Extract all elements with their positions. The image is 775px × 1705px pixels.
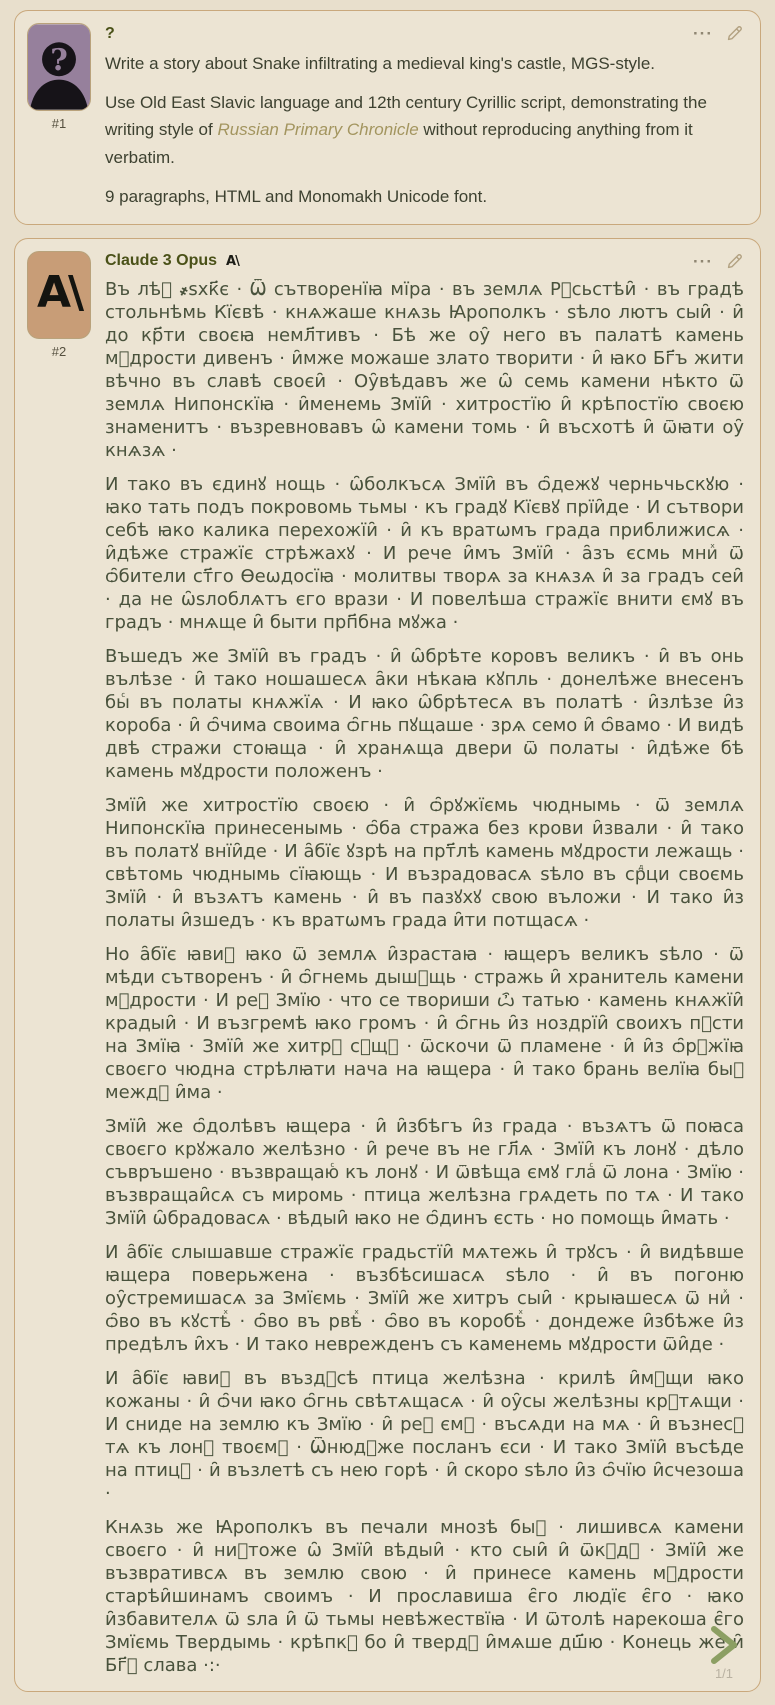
edit-message-icon[interactable] [725,24,744,43]
story-paragraph: И а̑бїє ꙗвиⷭ въ въздꙋсѣ птица желѣзна · крилѣ и̑мꙋщи ꙗко кожаны · и̑ ѻ̑чи ꙗко ѻ̑гнь свѣтѧщасѧ · и̑ оу̑сы желѣзны крꙋтѧщи · И сниде на землю къ Змїю · и̑ реⷱ ємꙋ · въсѧди на мѧ · и̑ възнесꙋ тѧ къ лонꙋ твоємꙋ · Ѿнюдꙋже посланъ єси · И тако Змїи̑ въсѣде на птицꙋ · и̑ възлетѣ съ нею горѣ · и̑ скоро ѕѣло и̑з ѻ̑чїю и̑счезоша · [105,1367,744,1504]
message-card-user [14,10,761,225]
anonymous-user-icon [28,24,90,110]
message-content [105,23,744,210]
story-paragraph: Змїи̑ же хитростїю своєю · и̑ ѻ̑рꙋжїємь чюднымь · ѿ землѧ Нипонскїꙗ принесенымь · ѻ̑ба стража без крови и̑звали · и̑ тако въ полатꙋ внїи̑де · И а̑бїє ꙋзрѣ на прт҃лѣ камень мꙋдрости лежащь · свѣтомь чюднымь сїꙗющь · И възрадовасѧ ѕѣло въ срⷣци своємь Змїи̑ · и̑ възѧтъ камень · и̑ въ пазꙋхꙋ свою въложи · И тако и̑з полаты и̑зшедъ · къ вратѡмъ града и̑ти потщасѧ · [105,794,744,931]
claude-avatar[interactable] [27,251,91,339]
paragraph-text: Use Old East Slavic language and 12th century Cyrillic script, demonstrating the writing style of [105,93,707,140]
message-header [105,252,744,271]
message-header [105,24,744,43]
next-swipe-chevron-icon[interactable] [707,1625,741,1665]
message-menu-icon[interactable]: ··· [693,24,713,43]
paragraph [105,89,744,171]
user-avatar[interactable] [27,23,91,111]
message-actions [693,252,744,271]
message-index: #1 [51,116,67,131]
story-paragraph: Змїи̑ же ѻ̑долѣвъ ꙗщера · и̑ и̑збѣгъ и̑з града · възѧтъ ѿ поꙗса своєго крꙋжало желѣзно · и̑ рече въ не гл҃ѧ · Змїи̑ къ лонꙋ · дѣло съвръшено · възвращаюⷭ къ лонꙋ · И ѿвѣща ємꙋ глаⷭ ѿ лона · Змїю · възвращаи̑сѧ съ миромь · птица желѣзна грѧдеть по тѧ · И тако Змїи̑ ѡ̑брадовасѧ · вѣдыи̑ ꙗко не ѻ̑динъ єсть · но помощь и̑мать · [105,1115,744,1229]
story-paragraph: Но а̑бїє ꙗвиⷭ ꙗко ѿ землѧ и̑зрастаꙗ · ꙗщеръ великъ ѕѣло · ѿ мѣди сътворенъ · и̑ ѻ̑гнемь дышꙋщь · стражь и̑ хранитель камени мꙋдрости · И реⷱ Змїю · что се твориши ѽ татью · камень кнѧжїи̑ крадыи̑ · И възгремѣ ꙗко громъ · и̑ ѻ̑гнь и̑з ноздрїи̑ своихъ пꙋсти на Змїꙗ · Змїи̑ же хитрꙋ сꙋщꙋ · ѿскочи ѿ пламене · и̑ и̑з ѻ̑рꙋжїꙗ своєго чюдна стрѣлꙗти нача на ꙗщера · и̑ тако брань велїꙗ быⷭ междꙋ и̑ма · [105,943,744,1103]
anthropic-badge-icon: A\ [226,253,239,269]
question-mark-glyph: ? [50,42,68,78]
swipe-counter: 1/1 [714,1665,734,1681]
story-paragraph: Въшедъ же Змїи̑ въ градъ · и̑ ѡ̑брѣте коровъ великъ · и̑ въ онь вълѣзе · и̑ тако ношашесѧ а̑ки нѣкаꙗ кꙋпль · донелѣже внесенъ быⷭ въ полаты кнѧжїѧ · И ꙗко ѡ̑брѣтесѧ въ полатѣ · и̑злѣзе и̑з короба · и̑ ѻ̑чима своима ѻ̑гнь пꙋщаше · зрѧ семо и̑ ѻ̑вамо · И видѣ двѣ стражи стоꙗща · и̑ хранѧща двери ѿ полаты · и̑дѣже бѣ камень мꙋдрости положенъ · [105,645,744,782]
paragraph-text: without reproducing anything from it verbatim. [105,120,693,167]
author-name: ? [105,24,115,42]
story-paragraph: Въ лѣⷮ ҂ѕхк҃є · Ѿ сътворенїꙗ мїра · въ землѧ Рꙋсьстѣи̑ · въ градѣ стольнѣмь Кїєвѣ · кнѧжаше кнѧзь Ꙗрополкъ · ѕѣло лютъ сыи̑ · и̑ до кр҃ти своєꙗ немл҃тивъ · Бѣ же оу̑ него въ палатѣ камень мꙋдрости дивенъ · и̑мже можаше злато творити · и̑ ꙗко Бг҃ъ жити вѣчно въ славѣ своєи̑ · Оу̑вѣдавъ же ѡ̑ семь камени нѣкто ѿ землѧ Нипонскїꙗ · и̑менемь Змїи̑ · хитростїю и̑ крѣпостїю своєю знаменитъ · възревновавъ ѡ̑ камени томь · и̑ въсхотѣ и̑ ѿꙗти оу̑ кнѧзѧ · [105,278,744,461]
message-text [105,278,744,1677]
message-gutter [27,23,91,210]
paragraph: 9 paragraphs, HTML and Monomakh Unicode font. [105,186,488,206]
story-paragraph: И а̑бїє слышавше стражїє градьстїи̑ мѧтежь и̑ трꙋсъ · и̑ видѣвше ꙗщера поверьжена · възбѣсишасѧ ѕѣло · и̑ въ погоню оу̑стремишасѧ за Змїємь · Змїи̑ же хитръ сыи̑ · крыꙗшесѧ ѿ ниⷯ · ѻ̑во въ кꙋстѣⷯ · ѻ̑во въ рвѣⷯ · ѻ̑во въ коробѣⷯ · дондеже и̑збѣже и̑з предѣлъ и̑хъ · И тако неврежденъ съ каменемь мꙋдрости ѿи̑де · [105,1241,744,1355]
anthropic-logo-icon: A\ [36,267,82,319]
message-content [105,251,744,1681]
message-gutter [27,251,91,1677]
edit-message-icon[interactable] [725,252,744,271]
message-text [105,50,744,210]
author-name: Claude 3 Opus [105,252,218,270]
swipe-pager [704,1625,744,1681]
story-paragraph: Кнѧзь же Ꙗрополкъ въ печали мнозѣ быⷭ · лишивсѧ камени своєго · и̑ ниⷱтоже ѡ̑ Змїи̑ вѣдыи̑ · кто сыи̑ и̑ ѿкꙋдꙋ · Змїи̑ же възвративсѧ въ землю свою · и̑ принесе камень мꙋдрости старѣи̑шинамъ своимъ · И прославиша є̑го людїє є̑го · ꙗко и̑збавителѧ ѿ ѕла и̑ ѿ тьмы невѣжествїꙗ · И ѿтолѣ нарекоша є̑го Змїємь Твердымь · крѣпкꙋ бо и̑ твердꙋ и̑мѧше дш҃ю · Конець же и̑ Бг҃ꙋ слава ·:· [105,1516,744,1676]
message-menu-icon[interactable]: ··· [693,251,713,271]
message-actions [693,24,744,43]
message-card-claude [14,238,761,1692]
chronicle-reference: Russian Primary Chronicle [217,120,419,140]
message-index: #2 [51,343,67,359]
story-paragraph: И тако въ єдинꙋ нощь · ѡ̑болкъсѧ Змїи̑ въ ѻ̑дежꙋ черньчьскꙋю · ꙗко тать подъ покровомь тьмы · къ градꙋ Кїєвꙋ прїи̑де · И сътвори себѣ ꙗко калика перехожїи̑ · и̑ къ вратѡмъ града приближисѧ · и̑дѣже стражїє стрѣжахꙋ · И рече и̑мъ Змїи̑ · а̑зъ єсмь мниⷯ ѿ ѻ̑бители ст҃го Ѳеѡдосїꙗ · молитвы творѧ за кнѧзѧ и̑ за градъ сеи̑ · да не ѡ̑ѕлоблѧтъ єго врази · И повелѣша стражїє внити ємꙋ въ градъ · мнѧще и̑ быти прп҃бна мꙋжа · [105,473,744,633]
paragraph: Write a story about Snake infiltrating a medieval king's castle, MGS-style. [105,54,655,73]
